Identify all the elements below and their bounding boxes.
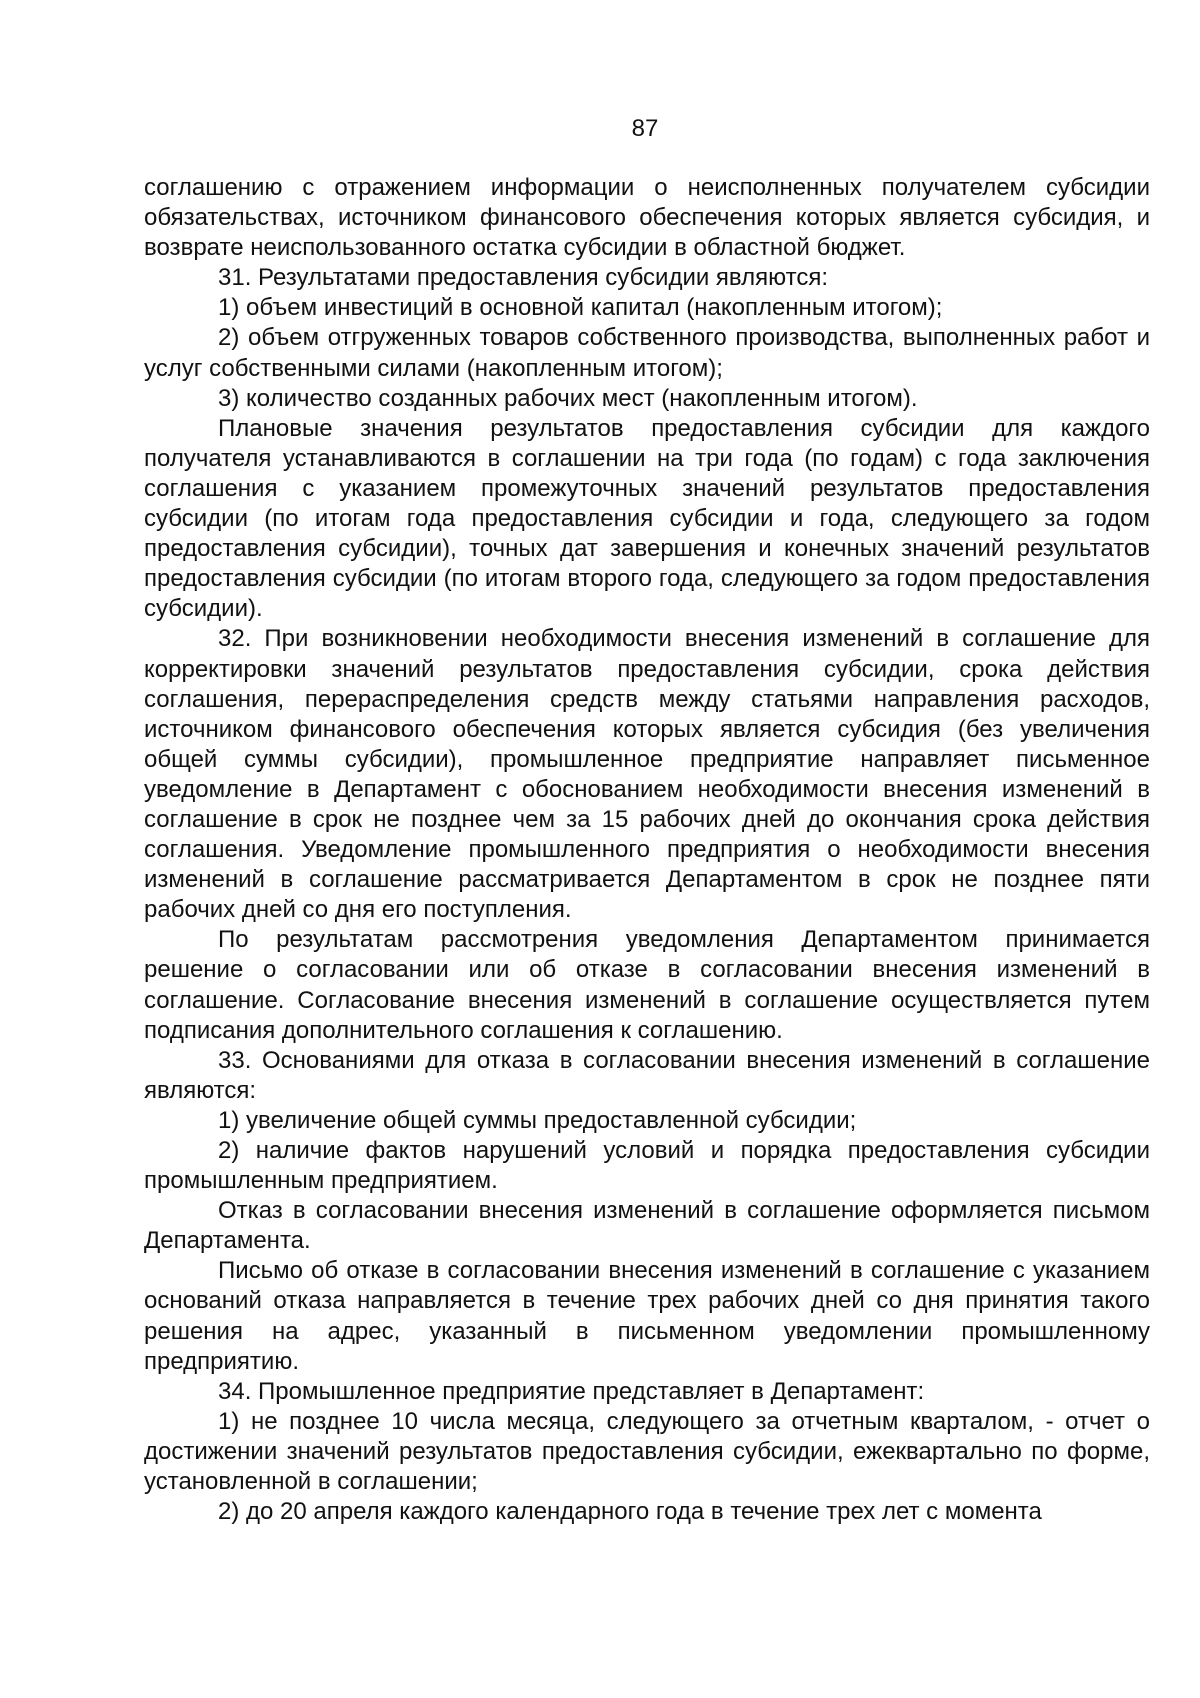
- paragraph-item-33-2: 2) наличие фактов нарушений условий и порядка предоставления субсидии промышленным предприятием.: [144, 1137, 1150, 1195]
- paragraph-item-31-2: 2) объем отгруженных товаров собственного производства, выполненных работ и услуг собственными силами (накопленным итогом);: [144, 324, 1150, 382]
- paragraph-review-results: По результатам рассмотрения уведомления Департаментом принимается решение о согласовании или об отказе в согласовании внесения изменений в соглашение. Согласование внесения изменений в соглашение осуществляется путем подписания дополнительного соглашения к соглашению.: [144, 926, 1150, 1044]
- paragraph-item-33-1: 1) увеличение общей суммы предоставленной субсидии;: [218, 1106, 857, 1134]
- paragraph-refusal-letter: Письмо об отказе в согласовании внесения изменений в соглашение с указанием оснований отказа направляется в течение трех рабочих дней со дня принятия такого решения на адрес, указанный в письменном уведомлении промышленному предприятию.: [144, 1257, 1150, 1375]
- paragraph-continuation: соглашению с отражением информации о неисполненных получателем субсидии обязательствах, источником финансового обеспечения которых является субсидия, и возврате неиспользованного остатка субсидии в областной бюджет.: [144, 174, 1150, 262]
- paragraph-refusal: Отказ в согласовании внесения изменений в соглашение оформляется письмом Департамента.: [144, 1197, 1150, 1255]
- paragraph-item-34-1: 1) не позднее 10 числа месяца, следующего за отчетным кварталом, - отчет о достижении значений результатов предоставления субсидии, ежеквартально по форме, установленной в соглашении;: [144, 1407, 1150, 1496]
- paragraph-item-33: 33. Основаниями для отказа в согласовании внесения изменений в соглашение являются:: [144, 1046, 1150, 1104]
- paragraph-item-31-1: 1) объем инвестиций в основной капитал (накопленным итогом);: [218, 294, 943, 322]
- page-number: 87: [631, 115, 659, 142]
- paragraph-planned-values: Плановые значения результатов предоставления субсидии для каждого получателя устанавливаются в соглашении на три года (по годам) с года заключения соглашения с указанием промежуточных значений результатов предоставления субсидии (по итогам года предоставления субсидии и года, следующего за годом предоставления субсидии), точных дат завершения и конечных значений результатов предоставления субсидии (по итогам второго года, следующего за годом предоставления субсидии).: [144, 414, 1150, 623]
- paragraph-item-32: 32. При возникновении необходимости внесения изменений в соглашение для корректировки значений результатов предоставления субсидии, срока действия соглашения, перераспределения средств между статьями направления расходов, источником финансового обеспечения которых является субсидия (без увеличения общей суммы субсидии), промышленное предприятие направляет письменное уведомление в Департамент с обоснованием необходимости внесения изменений в соглашение в срок не позднее чем за 15 рабочих дней до окончания срока действия соглашения. Уведомление промышленного предприятия о необходимости внесения изменений в соглашение рассматривается Департаментом в срок не позднее пяти рабочих дней со дня его поступления.: [144, 625, 1150, 924]
- paragraph-item-34: 34. Промышленное предприятие представляет в Департамент:: [218, 1377, 925, 1405]
- paragraph-item-34-2: 2) до 20 апреля каждого календарного года в течение трех лет с момента: [218, 1498, 1042, 1526]
- paragraph-item-31-3: 3) количество созданных рабочих мест (накопленным итогом).: [218, 384, 918, 412]
- paragraph-item-31: 31. Результатами предоставления субсидии являются:: [218, 264, 828, 292]
- document-body: [144, 173, 1150, 1527]
